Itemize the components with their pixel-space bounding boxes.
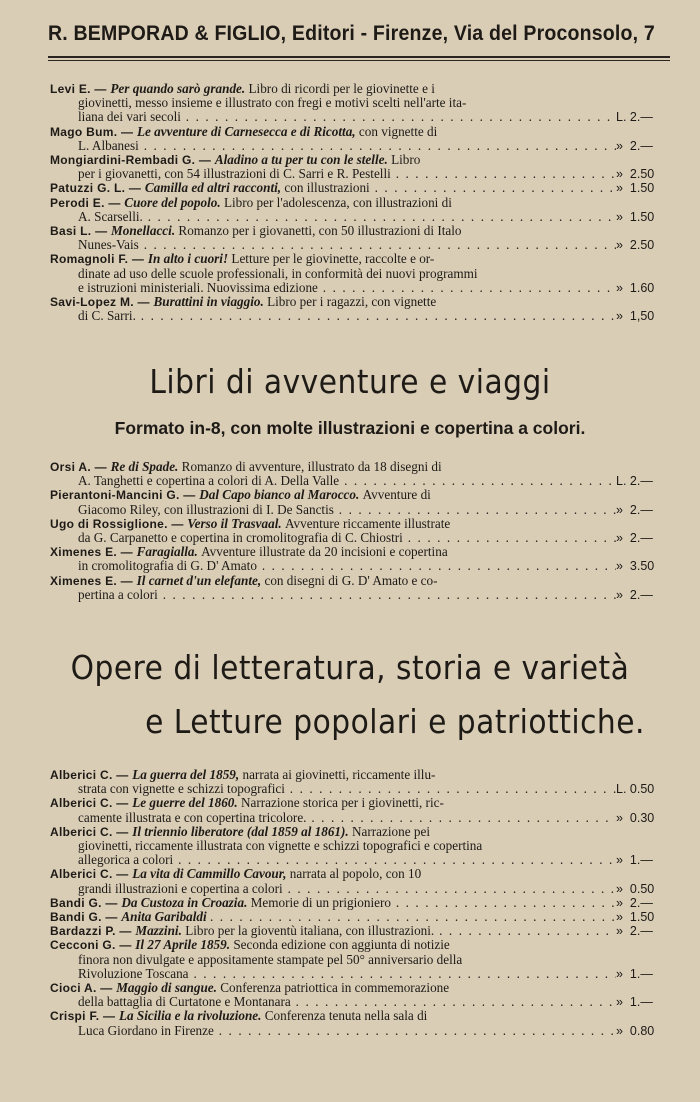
entry-line bbox=[50, 460, 672, 474]
entry-description: Romanzo di avventure, illustrato da 18 disegni di bbox=[181, 460, 442, 474]
entry-description: narrata ai giovinetti, riccamente illu- bbox=[242, 768, 436, 782]
section-subtitle: Formato in-8, con molte illustrazioni e copertina a colori. bbox=[114, 418, 586, 438]
entry-title: Mazzini. bbox=[135, 924, 186, 939]
entry-author: Bardazzi P. — bbox=[50, 924, 136, 939]
entry-line bbox=[50, 853, 672, 867]
entry-line bbox=[50, 474, 672, 488]
entry-list-1 bbox=[50, 82, 672, 323]
entry-author: Alberici C. — bbox=[50, 824, 133, 839]
entry-title: Il 27 Aprile 1859. bbox=[135, 938, 234, 953]
entry-line bbox=[50, 295, 672, 309]
entry-title: In alto i cuori! bbox=[147, 252, 232, 267]
entry-description: A. Scarselli. bbox=[78, 209, 143, 224]
entry-author: Ximenes E. — bbox=[50, 573, 137, 588]
entry-line bbox=[50, 281, 672, 295]
entry-line bbox=[50, 938, 672, 952]
entry-price: » 2.— bbox=[616, 503, 672, 517]
catalog-entry bbox=[50, 924, 672, 938]
entry-line bbox=[50, 224, 672, 238]
entry-title: La vita di Cammillo Cavour, bbox=[132, 867, 290, 882]
entry-line bbox=[50, 196, 672, 210]
entry-price: » 1.— bbox=[616, 967, 672, 981]
entry-price: L. 2.— bbox=[616, 474, 672, 488]
entry-author: Orsi A. — bbox=[50, 460, 111, 474]
entry-price: » 1.50 bbox=[616, 210, 672, 224]
entry-line bbox=[50, 839, 672, 853]
entry-price: » 1.50 bbox=[616, 181, 672, 195]
entry-line bbox=[50, 924, 672, 938]
entry-author: Ugo di Rossiglione. — bbox=[50, 516, 188, 531]
entry-author: Ximenes E. — bbox=[50, 545, 137, 560]
entry-line bbox=[50, 125, 672, 139]
entry-description: grandi illustrazioni e copertina a colori bbox=[78, 881, 283, 896]
entry-list-3 bbox=[50, 768, 672, 1038]
entry-line bbox=[50, 910, 672, 924]
entry-line bbox=[50, 782, 672, 796]
entry-description: L. Albanesi bbox=[78, 138, 139, 153]
entry-author: Patuzzi G. L. — bbox=[50, 181, 145, 196]
entry-title: Camilla ed altri racconti, bbox=[144, 181, 285, 196]
entry-description: A. Tanghetti e copertina a colori di A. Della Valle bbox=[78, 474, 340, 489]
entry-title: La Sicilia e la rivoluzione. bbox=[118, 1009, 265, 1024]
entry-line bbox=[50, 811, 672, 825]
entry-description: strata con vignette e schizzi topografici bbox=[78, 782, 285, 797]
entry-title: Anita Garibaldi bbox=[121, 910, 210, 925]
entry-line bbox=[50, 981, 672, 995]
entry-description: Libro per i ragazzi, con vignette bbox=[267, 295, 437, 310]
catalog-entry bbox=[50, 768, 672, 796]
catalog-entry bbox=[50, 224, 672, 252]
catalog-entry bbox=[50, 153, 672, 181]
catalog-entry bbox=[50, 867, 672, 895]
entry-description: finora non divulgate e appositamente stampate pel 50° anniversario della bbox=[78, 952, 463, 967]
catalog-entry bbox=[50, 796, 672, 824]
catalog-entry bbox=[50, 196, 672, 224]
entry-title: Per quando sarò grande. bbox=[110, 82, 249, 96]
catalog-entry bbox=[50, 82, 672, 125]
entry-line bbox=[50, 531, 672, 545]
entry-description: Libro per l'adolescenza, con illustrazioni di bbox=[223, 195, 452, 210]
entry-title: Il triennio liberatore (dal 1859 al 1861). bbox=[132, 824, 353, 839]
entry-description: Narrazione pei bbox=[352, 824, 430, 839]
entry-author: Mongiardini-Rembadi G. — bbox=[50, 153, 215, 168]
entry-description: Luca Giordano in Firenze bbox=[78, 1023, 214, 1038]
catalog-entry bbox=[50, 460, 672, 488]
entry-description: Avventure riccamente illustrate bbox=[284, 516, 451, 531]
entry-line bbox=[50, 517, 672, 531]
entry-line bbox=[50, 309, 672, 323]
entry-description: Nunes-Vais bbox=[78, 238, 139, 253]
entry-line bbox=[50, 867, 672, 881]
entry-description: giovinetti, messo insieme e illustrato con fregi e motivi scelti nell'arte ita- bbox=[78, 96, 467, 111]
entry-price: L. 2.— bbox=[616, 110, 672, 124]
entry-description: Rivoluzione Toscana bbox=[78, 966, 189, 981]
entry-line bbox=[50, 995, 672, 1009]
entry-description: e istruzioni ministeriali. Nuovissima edizione bbox=[78, 280, 318, 295]
catalog-entry bbox=[50, 488, 672, 516]
entry-description: Libro bbox=[391, 153, 421, 168]
entry-line bbox=[50, 1024, 672, 1038]
catalog-entry bbox=[50, 825, 672, 868]
header-rule bbox=[48, 56, 670, 58]
entry-line bbox=[50, 488, 672, 502]
entry-author: Perodi E. — bbox=[50, 195, 125, 210]
entry-description: pertina a colori bbox=[78, 587, 158, 602]
catalog-entry bbox=[50, 981, 672, 1009]
section-title-adventures: Libri di avventure e viaggi bbox=[149, 362, 551, 401]
entry-line bbox=[50, 503, 672, 517]
entry-description: con illustrazioni bbox=[284, 181, 370, 196]
catalog-entry bbox=[50, 545, 672, 573]
entry-description: della battaglia di Curtatone e Montanara bbox=[78, 995, 291, 1010]
entry-description: Libro per la gioventù italiana, con illustrazioni. bbox=[185, 924, 435, 939]
entry-price: » 1.50 bbox=[616, 910, 672, 924]
entry-line bbox=[50, 153, 672, 167]
entry-description: narrata al popolo, con 10 bbox=[289, 867, 422, 882]
catalog-entry bbox=[50, 181, 672, 195]
entry-description: allegorica a colori bbox=[78, 853, 174, 868]
section-title-literature: Opere di letteratura, storia e varietà bbox=[70, 648, 630, 687]
entry-line bbox=[50, 210, 672, 224]
entry-price: » 2.— bbox=[616, 139, 672, 153]
entry-author: Mago Bum. — bbox=[50, 124, 137, 139]
entry-title: Monellacci. bbox=[111, 224, 179, 239]
entry-line bbox=[50, 953, 672, 967]
entry-line bbox=[50, 110, 672, 124]
catalog-entry bbox=[50, 574, 672, 602]
section-title-literature-2: e Letture popolari e patriottiche. bbox=[145, 702, 645, 741]
entry-description: di C. Sarri. bbox=[78, 309, 136, 324]
entry-description: Memorie di un prigioniero bbox=[250, 895, 391, 910]
entry-price: » 2.50 bbox=[616, 238, 672, 252]
entry-author: Cioci A. — bbox=[50, 981, 117, 996]
entry-author: Levi E. — bbox=[50, 82, 111, 96]
entry-description: dinate ad uso delle scuole professionali, in conformità dei nuovi programmi bbox=[78, 266, 478, 281]
entry-price: » 1.60 bbox=[616, 281, 672, 295]
entry-line bbox=[50, 768, 672, 782]
entry-author: Romagnoli F. — bbox=[50, 252, 148, 267]
entry-author: Pierantoni-Mancini G. — bbox=[50, 488, 200, 503]
entry-title: Maggio di sangue. bbox=[116, 981, 221, 996]
catalog-entry bbox=[50, 517, 672, 545]
entry-title: Burattini in viaggio. bbox=[153, 295, 268, 310]
entry-description: Conferenza patriottica in commemorazione bbox=[220, 981, 450, 996]
entry-line bbox=[50, 882, 672, 896]
entry-description: giovinetti, riccamente illustrata con vignette e schizzi topografici e copertina bbox=[78, 839, 483, 854]
entry-line bbox=[50, 96, 672, 110]
entry-description: Seconda edizione con aggiunta di notizie bbox=[233, 938, 450, 953]
catalog-entry bbox=[50, 1009, 672, 1037]
entry-line bbox=[50, 181, 672, 195]
entry-description: per i giovanetti, con 54 illustrazioni di C. Sarri e R. Pestelli bbox=[78, 167, 391, 182]
entry-line bbox=[50, 82, 672, 96]
entry-description: Avventure illustrate da 20 incisioni e copertina bbox=[201, 545, 448, 560]
entry-author: Crispi F. — bbox=[50, 1009, 119, 1024]
entry-description: liana dei vari secoli bbox=[78, 110, 181, 125]
entry-author: Bandi G. — bbox=[50, 895, 122, 910]
entry-author: Basi L. — bbox=[50, 224, 112, 239]
entry-description: con disegni di G. D' Amato e co- bbox=[264, 573, 438, 588]
entry-title: Dal Capo bianco al Marocco. bbox=[199, 488, 363, 503]
entry-line bbox=[50, 796, 672, 810]
entry-title: Verso il Trasvaal. bbox=[187, 516, 285, 531]
entry-title: Re di Spade. bbox=[110, 460, 182, 474]
entry-author: Savi-Lopez M. — bbox=[50, 295, 154, 310]
entry-line bbox=[50, 252, 672, 266]
entry-line bbox=[50, 588, 672, 602]
entry-description: Letture per le giovinette, raccolte e or- bbox=[231, 252, 435, 267]
entry-author: Alberici C. — bbox=[50, 867, 133, 882]
entry-line bbox=[50, 896, 672, 910]
catalog-entry bbox=[50, 125, 672, 153]
entry-price: » 1.— bbox=[616, 995, 672, 1009]
entry-description: Narrazione storica per i giovinetti, ric- bbox=[241, 796, 444, 811]
entry-line bbox=[50, 139, 672, 153]
catalog-entry bbox=[50, 295, 672, 323]
entry-description: camente illustrata e con copertina tricolore. bbox=[78, 810, 307, 825]
entry-title: La guerra del 1859, bbox=[132, 768, 243, 782]
entry-line bbox=[50, 167, 672, 181]
catalog-entry bbox=[50, 910, 672, 924]
entry-description: da G. Carpanetto e copertina in cromolitografia di C. Chiostri bbox=[78, 531, 403, 546]
entry-price: » 3.50 bbox=[616, 559, 672, 573]
entry-line bbox=[50, 574, 672, 588]
entry-price: » 2.— bbox=[616, 588, 672, 602]
entry-title: Faragialla. bbox=[136, 545, 202, 560]
entry-title: Il carnet d'un elefante, bbox=[136, 573, 265, 588]
entry-price: » 2.— bbox=[616, 924, 672, 938]
entry-description: Avventure di bbox=[362, 488, 431, 503]
entry-price: » 2.— bbox=[616, 531, 672, 545]
entry-title: Le avventure di Carnesecca e di Ricotta, bbox=[136, 124, 359, 139]
running-header: R. BEMPORAD & FIGLIO, Editori - Firenze, Via del Proconsolo, 7 bbox=[48, 22, 655, 45]
entry-price: » 2.— bbox=[616, 896, 672, 910]
entry-list-2 bbox=[50, 460, 672, 602]
catalog-entry bbox=[50, 938, 672, 981]
entry-price: » 0.80 bbox=[616, 1024, 672, 1038]
entry-title: Aladino a tu per tu con le stelle. bbox=[214, 153, 392, 168]
entry-line bbox=[50, 559, 672, 573]
catalog-entry bbox=[50, 252, 672, 295]
entry-price: » 0.30 bbox=[616, 811, 672, 825]
entry-description: Romanzo per i giovanetti, con 50 illustrazioni di Italo bbox=[178, 224, 462, 239]
entry-title: Le guerre del 1860. bbox=[132, 796, 241, 811]
entry-title: Cuore del popolo. bbox=[124, 195, 224, 210]
entry-author: Cecconi G. — bbox=[50, 938, 136, 953]
entry-author: Alberici C. — bbox=[50, 796, 133, 811]
entry-line bbox=[50, 825, 672, 839]
entry-line bbox=[50, 1009, 672, 1023]
entry-author: Bandi G. — bbox=[50, 910, 122, 925]
entry-description: Conferenza tenuta nella sala di bbox=[264, 1009, 428, 1024]
entry-description: con vignette di bbox=[358, 124, 438, 139]
catalog-entry bbox=[50, 896, 672, 910]
entry-line bbox=[50, 545, 672, 559]
entry-title: Da Custoza in Croazia. bbox=[121, 895, 251, 910]
entry-description: Libro di ricordi per le giovinette e i bbox=[248, 82, 435, 96]
entry-line bbox=[50, 267, 672, 281]
entry-description: in cromolitografia di G. D' Amato bbox=[78, 559, 257, 574]
header-rule-thin bbox=[48, 60, 670, 61]
entry-price: » 1,50 bbox=[616, 309, 672, 323]
entry-author: Alberici C. — bbox=[50, 768, 133, 782]
entry-price: » 1.— bbox=[616, 853, 672, 867]
entry-line bbox=[50, 967, 672, 981]
entry-price: » 0.50 bbox=[616, 882, 672, 896]
entry-price: » 2.50 bbox=[616, 167, 672, 181]
entry-description: Giacomo Riley, con illustrazioni di I. De Sanctis bbox=[78, 502, 334, 517]
entry-price: L. 0.50 bbox=[616, 782, 672, 796]
entry-line bbox=[50, 238, 672, 252]
